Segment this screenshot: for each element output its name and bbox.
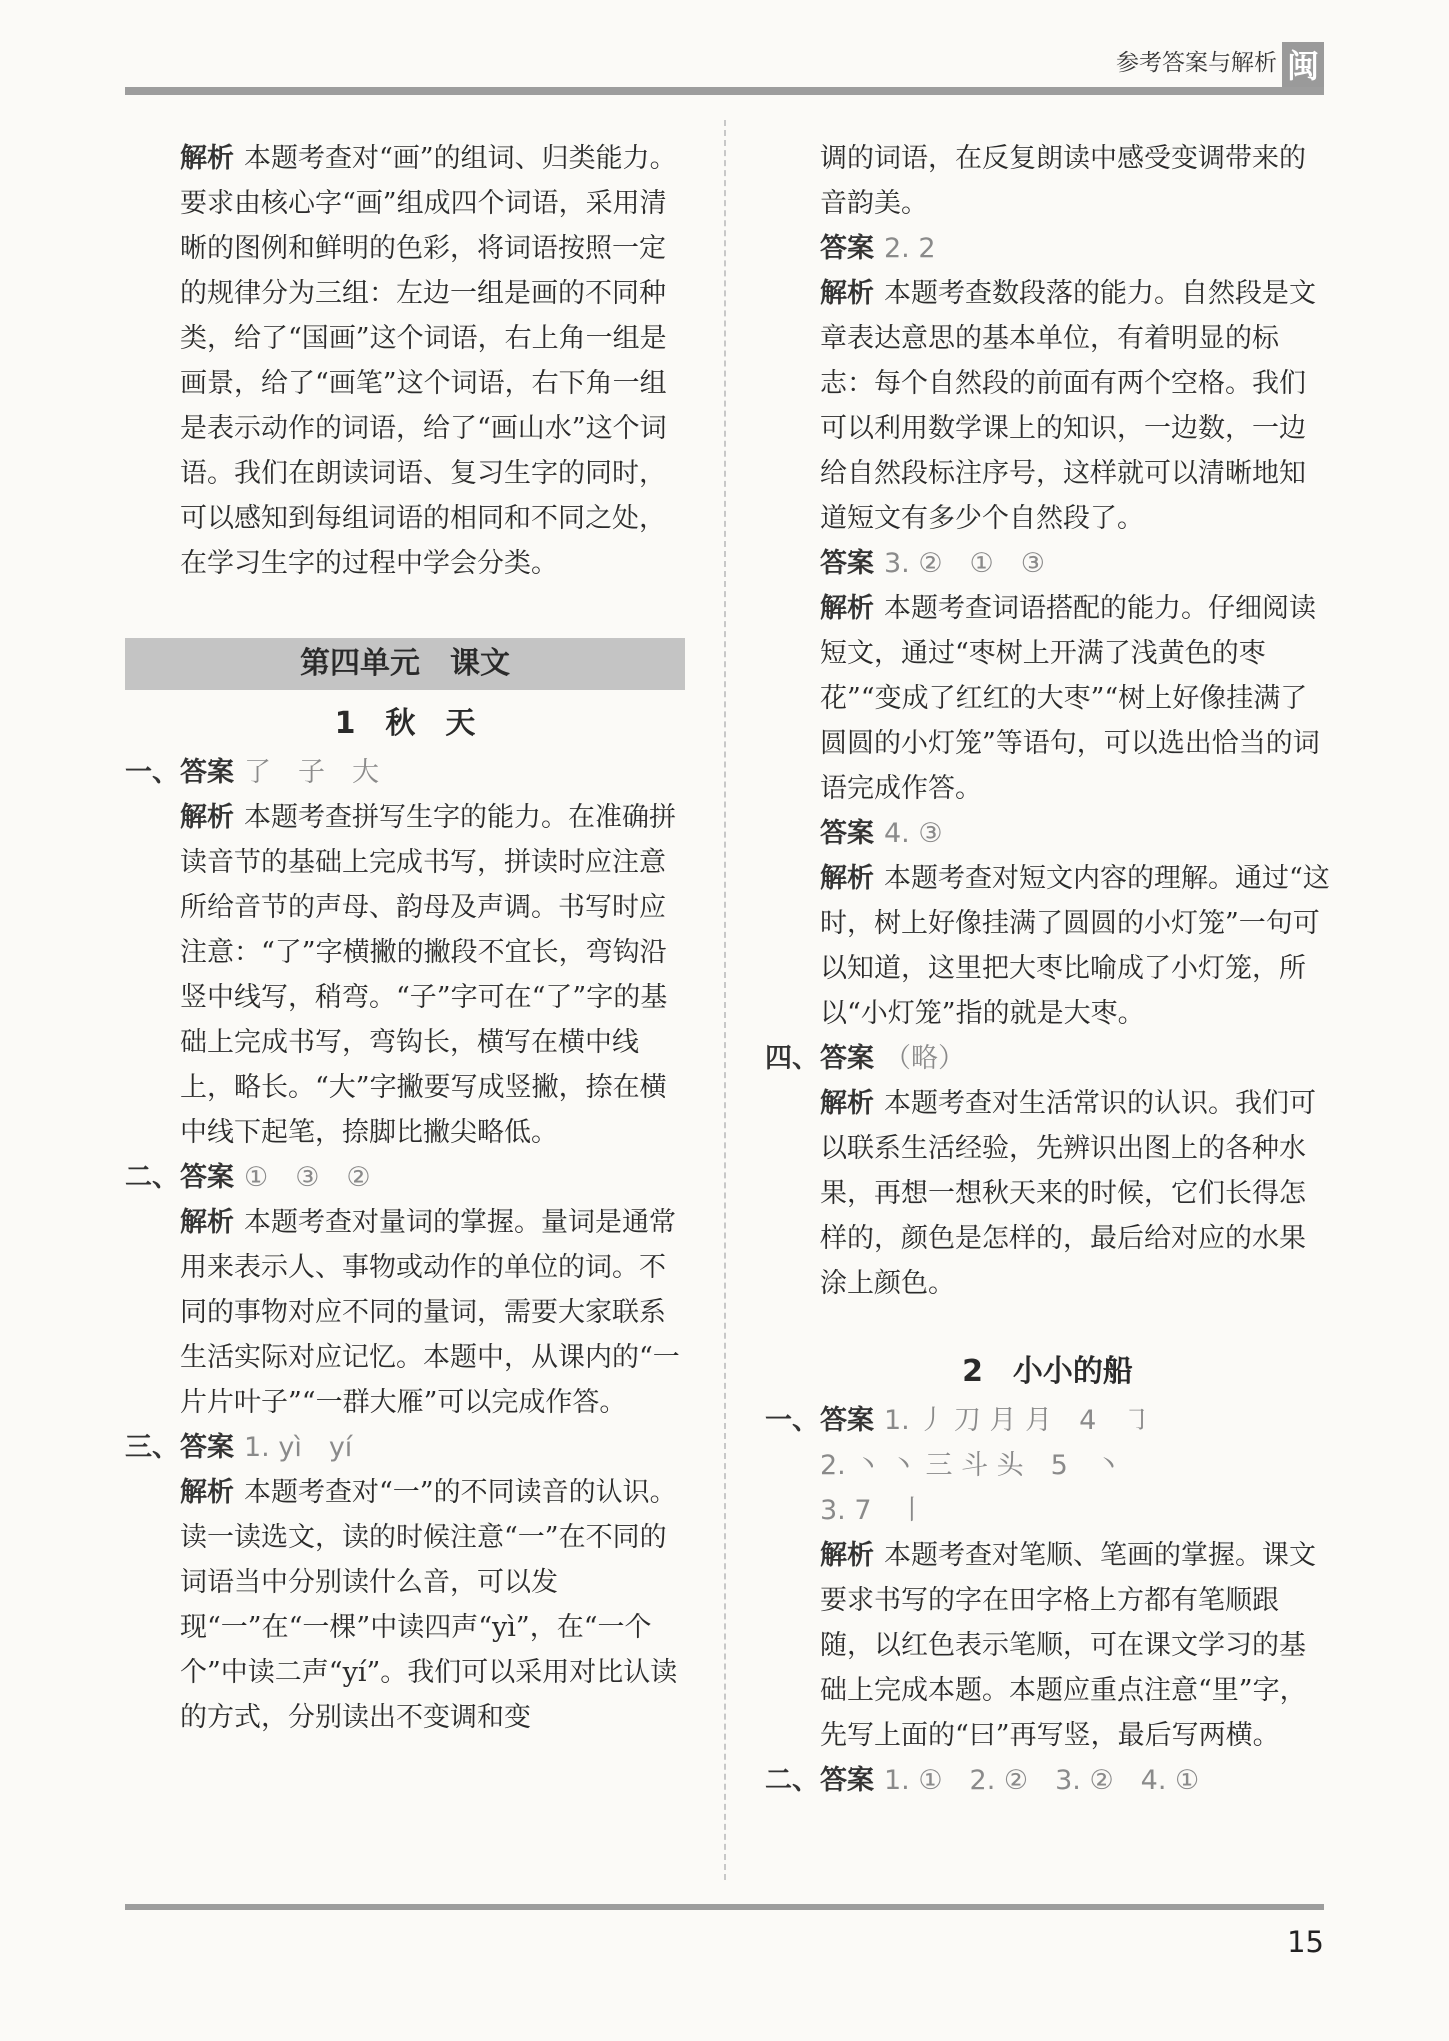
explanation-tag: 解析 (820, 593, 874, 624)
explanation-tag: 解析 (820, 863, 874, 894)
bottom-rule (125, 1904, 1324, 1910)
section-4 (765, 1036, 1330, 1306)
answer-line (765, 541, 1330, 586)
answer-value: 2. 2 (884, 233, 936, 264)
explanation (180, 1200, 685, 1425)
answer-line (765, 811, 1330, 856)
explanation-text: 本题考查词语搭配的能力。仔细阅读短文，通过“枣树上开满了浅黄色的枣花”“变成了红红的大枣”“树上好像挂满了圆圆的小灯笼”等语句，可以选出恰当的词语完成作答。 (820, 593, 1320, 804)
section-number: 三、 (125, 1432, 179, 1463)
explanation (765, 586, 1330, 811)
answer-line (820, 1758, 1199, 1803)
answer-tag: 答案 (180, 1162, 234, 1193)
header-badge: 闽 (1282, 42, 1324, 90)
section-number: 二、 (125, 1162, 179, 1193)
answer-line (765, 226, 1330, 271)
answer-value: ① ③ ② (244, 1162, 371, 1193)
explanation-text: 本题考查对量词的掌握。量词是通常用来表示人、事物或动作的单位的词。不同的事物对应不同的量词，需要大家联系生活实际对应记忆。本题中，从课内的“一片片叶子”“一群大雁”可以完成作答。 (180, 1207, 680, 1418)
explanation-tag: 解析 (180, 1207, 234, 1238)
answer-tag: 答案 (820, 1765, 874, 1796)
section-2 (125, 1155, 685, 1425)
section-number: 二、 (765, 1765, 819, 1796)
explanation (180, 1470, 685, 1740)
answer-value: 2. 丶 丶 三 斗 头 5 丶 (820, 1450, 1122, 1481)
answer-line (820, 1398, 1330, 1443)
answer-value: 3. 7 丨 (820, 1495, 926, 1526)
answer-line (820, 1036, 1330, 1081)
answer-value: 3. ② ① ③ (884, 548, 1045, 579)
column-divider (724, 120, 726, 1880)
section-number: 一、 (765, 1405, 819, 1436)
lesson-title-1: 1 秋 天 (334, 706, 476, 741)
explanation (765, 856, 1330, 1036)
explanation-tag: 解析 (180, 802, 234, 833)
section-number: 四、 (765, 1043, 819, 1074)
answer-tag: 答案 (820, 1405, 874, 1436)
answer-line (180, 1425, 685, 1470)
intro-explanation (125, 136, 685, 586)
answer-value: （略） (884, 1043, 965, 1074)
section-1 (125, 750, 685, 1155)
explanation (820, 1081, 1330, 1306)
answer-value: 1. ① 2. ② 3. ② 4. ① (884, 1765, 1200, 1796)
answer-tag: 答案 (820, 818, 874, 849)
explanation (765, 271, 1330, 541)
answer-value: 了 子 大 (244, 757, 379, 788)
explanation (180, 795, 685, 1155)
answer-line (820, 1488, 1330, 1533)
explanation-text: 本题考查对“一”的不同读音的认识。读一读选文，读的时候注意“一”在不同的词语当中分别读什么音，可以发现“一”在“一棵”中读四声“yì”，在“一个个”中读二声“yí”。我们可以采用对比认读的方式，分别读出不变调和变 (180, 1477, 678, 1733)
explanation-tag: 解析 (820, 278, 874, 309)
continued-text: 调的词语，在反复朗读中感受变调带来的音韵美。 (820, 143, 1306, 219)
explanation-text: 本题考查对短文内容的理解。通过“这时，树上好像挂满了圆圆的小灯笼”一句可以知道，这里把大枣比喻成了小灯笼，所以“小灯笼”指的就是大枣。 (820, 863, 1330, 1029)
answer-value: 4. ③ (884, 818, 943, 849)
explanation-text: 本题考查对笔顺、笔画的掌握。课文要求书写的字在田字格上方都有笔顺跟随，以红色表示笔顺，可在课文学习的基础上完成本题。本题应重点注意“里”字，先写上面的“曰”再写竖，最后写两横。 (820, 1540, 1316, 1751)
explanation-text: 本题考查对“画”的组词、归类能力。要求由核心字“画”组成四个词语，采用清晰的图例和鲜明的色彩，将词语按照一定的规律分为三组：左边一组是画的不同种类，给了“国画”这个词语，右上角一组是画景，给了“画笔”这个词语，右下角一组是表示动作的词语，给了“画山水”这个词语。我们在朗读词语、复习生字的同时，可以感知到每组词语的相同和不同之处，在学习生字的过程中学会分类。 (180, 143, 677, 579)
section-3 (125, 1425, 685, 1740)
spacer (765, 1306, 1330, 1346)
lesson-title-2: 2 小小的船 (962, 1354, 1133, 1389)
top-rule (125, 87, 1324, 95)
answer-tag: 答案 (820, 1043, 874, 1074)
header-label: 参考答案与解析 (1116, 50, 1277, 76)
answer-line (180, 1155, 685, 1200)
explanation-text: 本题考查对生活常识的认识。我们可以联系生活经验，先辨识出图上的各种水果，再想一想秋天来的时候，它们长得怎样的，颜色是怎样的，最后给对应的水果涂上颜色。 (820, 1088, 1316, 1299)
page-number: 15 (1287, 1925, 1324, 1959)
explanation-tag: 解析 (180, 143, 234, 174)
answer-tag: 答案 (180, 1432, 234, 1463)
section-number: 一、 (125, 757, 179, 788)
explanation-text: 本题考查数段落的能力。自然段是文章表达意思的基本单位，有着明显的标志：每个自然段的前面有两个空格。我们可以利用数学课上的知识，一边数，一边给自然段标注序号，这样就可以清晰地知道短文有多少个自然段了。 (820, 278, 1316, 534)
unit-banner: 第四单元 课文 (125, 638, 685, 690)
explanation-tag: 解析 (820, 1088, 874, 1119)
answer-value: 1. 丿 刀 月 月 4 ㇆ (884, 1405, 1151, 1436)
explanation-text: 本题考查拼写生字的能力。在准确拼读音节的基础上完成书写，拼读时应注意所给音节的声母、韵母及声调。书写时应注意：“了”字横撇的撇段不宜长，弯钩沿竖中线写，稍弯。“子”字可在“了”字的基础上完成书写，弯钩长，横写在横中线上，略长。“大”字撇要写成竖撇，捺在横中线下起笔，捺脚比撇尖略低。 (180, 802, 676, 1148)
answer-value: 1. yì yí (244, 1432, 353, 1463)
explanation (820, 1533, 1330, 1758)
answer-tag: 答案 (820, 548, 874, 579)
right-column (765, 136, 1330, 1803)
explanation-tag: 解析 (820, 1540, 874, 1571)
lesson2-section-1 (765, 1398, 1330, 1758)
answer-line (180, 750, 685, 795)
answer-line (820, 1443, 1330, 1488)
lesson2-section-2 (765, 1758, 1330, 1803)
explanation-tag: 解析 (180, 1477, 234, 1508)
answer-tag: 答案 (180, 757, 234, 788)
answer-tag: 答案 (820, 233, 874, 264)
left-column (125, 136, 685, 1740)
